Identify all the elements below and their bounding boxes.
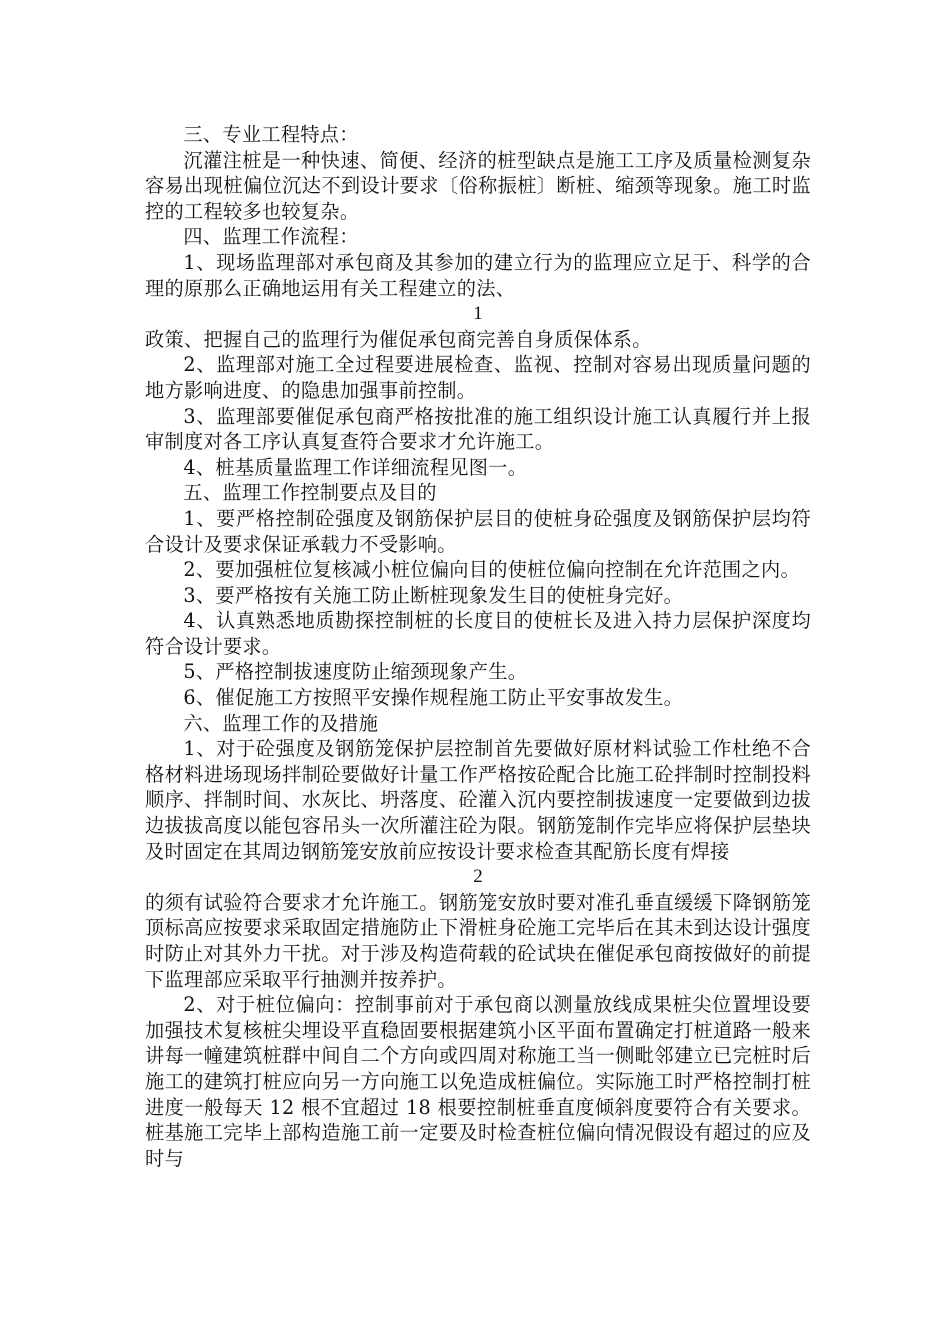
paragraph: 3、要严格按有关施工防止断桩现象发生目的使桩身完好。: [183, 583, 684, 607]
paragraph: 5、严格控制拔速度防止缩颈现象产生。: [183, 660, 528, 684]
page-number: 2: [473, 866, 483, 888]
heading-section-4: 四、监理工作流程：: [183, 225, 359, 249]
paragraph: 6、催促施工方按照平安操作规程施工防止平安事故发生。: [183, 686, 684, 710]
heading-section-3: 三、专业工程特点：: [183, 123, 359, 146]
heading-section-5: 五、监理工作控制要点及目的: [183, 481, 437, 505]
paragraph: 1、要严格控制砼强度及钢筋保护层目的使桩身砼强度及钢筋保护层均符合设计及要求保证承载力不受影响。: [145, 506, 811, 556]
heading-section-6: 六、监理工作的及措施: [183, 711, 379, 735]
paragraph-continuation: 的须有试验符合要求才允许施工。钢筋笼安放时要对准孔垂直缓缓下降钢筋笼顶标高应按要求采取固定措施防止下滑桩身砼施工完毕后在其未到达设计强度时防止对其外力干扰。对于涉及构造荷载的砼试块在催促承包商按做好的前提下监理部应采取平行抽测并按养护。: [145, 890, 811, 991]
page-number: 1: [473, 303, 483, 325]
paragraph: 2、对于桩位偏向：控制事前对于承包商以测量放线成果桩尖位置埋设要加强技术复核桩尖埋设平直稳固要根据建筑小区平面布置确定打桩道路一般来讲每一幢建筑桩群中间自二个方向或四周对称施工当一侧毗邻建立已完桩时后施工的建筑打桩应向另一方向施工以免造成桩偏位。实际施工时严格控制打桩进度一般每天 12 根不宜超过 18 根要控制桩垂直度倾斜度要符合有关要求。桩基施工完毕上部构造施工前一定要及时检查桩位偏向情况假设有超过的应及时与: [145, 993, 811, 1170]
paragraph: 4、桩基质量监理工作详细流程见图一。: [183, 455, 528, 479]
paragraph: 2、要加强桩位复核减小桩位偏向目的使桩位偏向控制在允许范围之内。: [183, 558, 801, 582]
paragraph: 沉灌注桩是一种快速、简便、经济的桩型缺点是施工工序及质量检测复杂容易出现桩偏位沉达不到设计要求〔俗称振桩〕断桩、缩颈等现象。施工时监控的工程较多也较复杂。: [145, 148, 811, 223]
paragraph: 1、现场监理部对承包商及其参加的建立行为的监理应立足于、科学的合理的原那么正确地运用有关工程建立的法、: [145, 250, 811, 300]
paragraph: 1、对于砼强度及钢筋笼保护层控制首先要做好原材料试验工作杜绝不合格材料进场现场拌制砼要做好计量工作严格按砼配合比施工砼拌制时控制投料顺序、拌制时间、水灰比、坍落度、砼灌入沉内要控制拔速度一定要做到边拔边拔拔高度以能包容吊头一次所灌注砼为限。钢筋笼制作完毕应将保护层垫块及时固定在其周边钢筋笼安放前应按设计要求检查其配筋长度有焊接: [145, 737, 811, 863]
document-page: [145, 122, 811, 1171]
paragraph: 4、认真熟悉地质勘探控制桩的长度目的使桩长及进入持力层保护深度均符合设计要求。: [145, 609, 811, 658]
paragraph: 3、监理部要催促承包商严格按批准的施工组织设计施工认真履行并上报审制度对各工序认真复查符合要求才允许施工。: [145, 404, 811, 454]
paragraph: 2、监理部对施工全过程要进展检查、监视、控制对容易出现质量问题的地方影响进度、的隐患加强事前控制。: [145, 353, 811, 402]
paragraph-continuation: 政策、把握自己的监理行为催促承包商完善自身质保体系。: [145, 327, 652, 351]
